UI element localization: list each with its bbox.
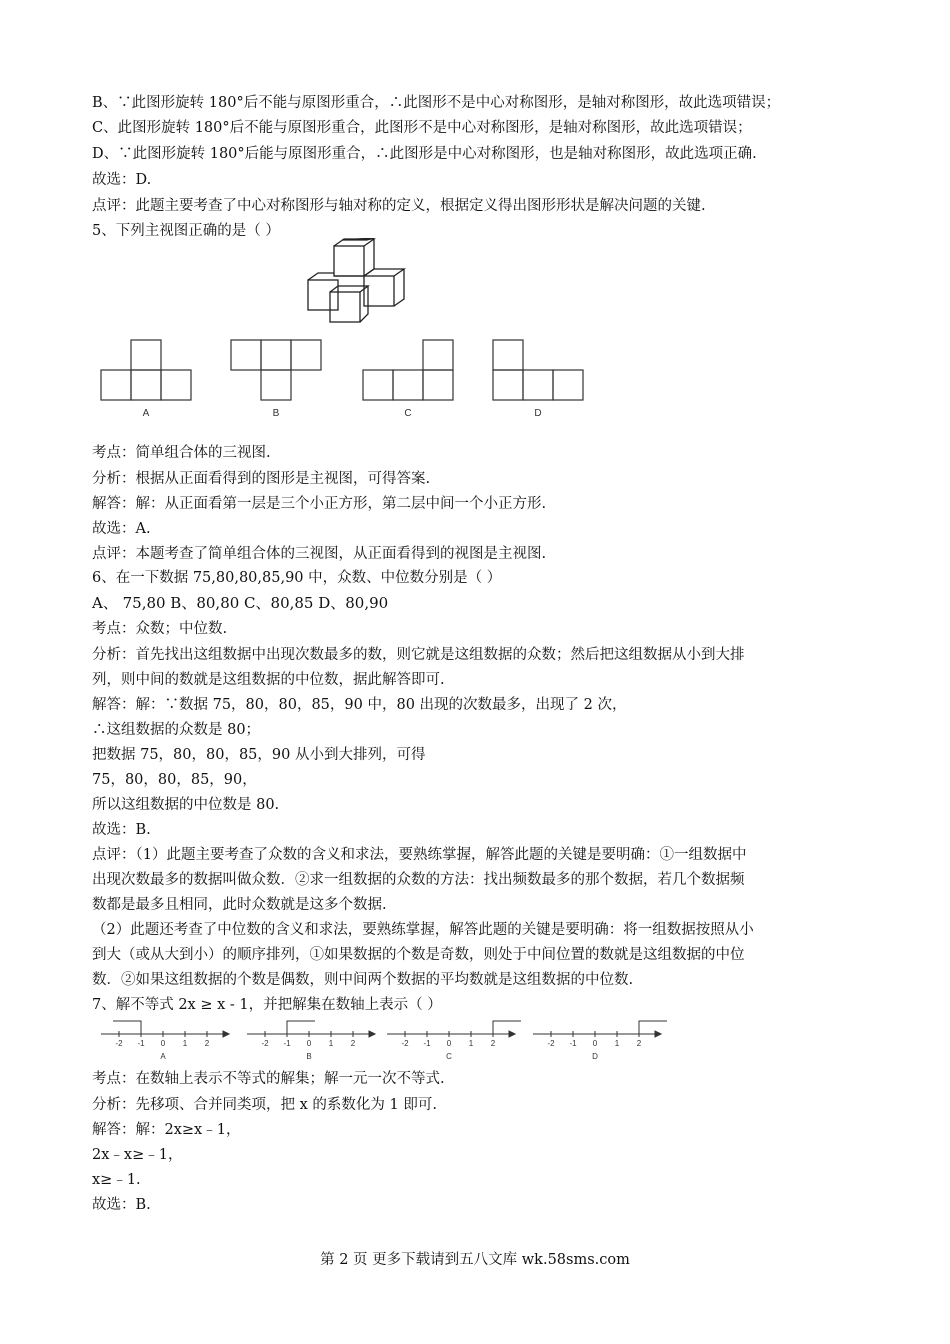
view-label: A xyxy=(142,408,150,419)
view-c-cell xyxy=(393,370,423,400)
view-c-cell xyxy=(363,370,393,400)
number-line-arrow xyxy=(655,1031,661,1037)
text-line: 考点：在数轴上表示不等式的解集；解一元一次不等式. xyxy=(92,1071,445,1087)
cube-figure xyxy=(302,238,414,326)
text-line: 分析：首先找出这组数据中出现次数最多的数，则它就是这组数据的众数；然后把这组数据从小到大排 xyxy=(92,647,745,663)
view-a-cell xyxy=(131,340,161,370)
number-line-option-label: D xyxy=(592,1052,598,1061)
text-line: 分析：先移项、合并同类项，把 x 的系数化为 1 即可. xyxy=(92,1097,437,1113)
text-line: 点评：此题主要考查了中心对称图形与轴对称的定义，根据定义得出图形形状是解决问题的关键. xyxy=(92,198,706,214)
view-d-cell xyxy=(493,370,523,400)
question-7: 7、解不等式 2x ≥ x - 1，并把解集在数轴上表示（ ） xyxy=(92,997,442,1013)
question-5: 5、下列主视图正确的是（ ） xyxy=(92,223,280,239)
number-line-tick-label: 0 xyxy=(592,1039,598,1048)
number-line-arrow xyxy=(369,1031,375,1037)
text-line: 解答：解：∵数据 75，80，80，85，90 中，80 出现的次数最多，出现了 2 次， xyxy=(92,697,627,713)
number-line-tick-label: 0 xyxy=(306,1039,312,1048)
view-a-cell xyxy=(131,370,161,400)
number-line-option-label: C xyxy=(446,1052,452,1061)
view-d-cell xyxy=(523,370,553,400)
views-options-figure xyxy=(95,338,595,422)
number-line-tick-label: 2 xyxy=(490,1039,496,1048)
text-line: B、∵此图形旋转 180°后不能与原图形重合，∴此图形不是中心对称图形，是轴对称图形，故此选项错误； xyxy=(92,95,781,111)
view-a-cell xyxy=(161,370,191,400)
view-label: B xyxy=(272,408,280,419)
number-line-tick-label: -2 xyxy=(547,1039,555,1048)
number-line-tick-label: -2 xyxy=(261,1039,269,1048)
number-line-tick-label: 1 xyxy=(182,1039,188,1048)
number-line-tick-label: 0 xyxy=(446,1039,452,1048)
view-b-cell xyxy=(261,370,291,400)
view-c-cell xyxy=(423,370,453,400)
text-line: ∴这组数据的众数是 80； xyxy=(92,722,261,738)
text-line: 所以这组数据的中位数是 80. xyxy=(92,797,280,813)
solution-bracket xyxy=(493,1021,521,1034)
text-line: （2）此题还考查了中位数的含义和求法，要熟练掌握，解答此题的关键是要明确：将一组数据按照从小 xyxy=(92,922,754,938)
text-line: 点评：（1）此题主要考查了众数的含义和求法，要熟练掌握，解答此题的关键是要明确：①一组数据中 xyxy=(92,847,747,863)
number-line-tick-label: -1 xyxy=(569,1039,577,1048)
number-line-option-label: B xyxy=(306,1052,312,1061)
number-line-tick-label: -1 xyxy=(423,1039,431,1048)
text-line: 数．②如果这组数据的个数是偶数，则中间两个数据的平均数就是这组数据的中位数. xyxy=(92,972,634,988)
text-line: 75，80，80，85，90， xyxy=(92,772,257,788)
view-b-cell xyxy=(261,340,291,370)
text-line: 点评：本题考查了简单组合体的三视图，从正面看得到的视图是主视图. xyxy=(92,546,547,562)
number-line-tick-label: 1 xyxy=(468,1039,474,1048)
text-line: 考点：简单组合体的三视图. xyxy=(92,445,271,461)
solution-bracket xyxy=(287,1021,315,1034)
number-line-tick-label: 2 xyxy=(204,1039,210,1048)
number-line-tick-label: -1 xyxy=(137,1039,145,1048)
text-line: C、此图形旋转 180°后不能与原图形重合，此图形不是中心对称图形，是轴对称图形，故此选项错误； xyxy=(92,120,752,136)
number-line-tick-label: -1 xyxy=(283,1039,291,1048)
text-line: 故选：B. xyxy=(92,1197,151,1213)
number-line-tick-label: -2 xyxy=(401,1039,409,1048)
view-b-cell xyxy=(291,340,321,370)
number-line-tick-label: 1 xyxy=(328,1039,334,1048)
view-d-cell xyxy=(493,340,523,370)
question-6: 6、在一下数据 75,80,80,85,90 中，众数、中位数分别是（ ） xyxy=(92,570,502,586)
text-line: 故选：D. xyxy=(92,172,152,188)
text-line: 列，则中间的数就是这组数据的中位数，据此解答即可. xyxy=(92,672,445,688)
text-line: 故选：B. xyxy=(92,822,151,838)
number-line-tick-label: 2 xyxy=(350,1039,356,1048)
number-line-arrow xyxy=(223,1031,229,1037)
text-line: 考点：众数；中位数. xyxy=(92,621,228,637)
text-line: 解答：解：2x≥x﹣1， xyxy=(92,1122,241,1138)
number-line-tick-label: 2 xyxy=(636,1039,642,1048)
text-line: 分析：根据从正面看得到的图形是主视图，可得答案. xyxy=(92,471,431,487)
solution-bracket xyxy=(113,1021,141,1034)
view-label: C xyxy=(404,408,412,419)
number-line-tick-label: 0 xyxy=(160,1039,166,1048)
text-line: x≥﹣1. xyxy=(92,1172,141,1188)
text-line: 数都是最多且相同，此时众数就是这多个数据. xyxy=(92,897,387,913)
view-a-cell xyxy=(101,370,131,400)
text-line: 故选：A. xyxy=(92,521,151,537)
number-line-option-label: A xyxy=(160,1052,166,1061)
solution-bracket xyxy=(639,1021,667,1034)
view-b-cell xyxy=(231,340,261,370)
view-c-cell xyxy=(423,340,453,370)
view-d-cell xyxy=(553,370,583,400)
number-line-tick-label: -2 xyxy=(115,1039,123,1048)
text-line: D、∵此图形旋转 180°后能与原图形重合，∴此图形是中心对称图形，也是轴对称图形，故此选项正确. xyxy=(92,146,757,162)
text-line: 2x﹣x≥﹣1， xyxy=(92,1147,183,1163)
text-line: 出现次数最多的数据叫做众数．②求一组数据的众数的方法：找出频数最多的那个数据，若几个数据频 xyxy=(92,872,745,888)
number-line-arrow xyxy=(509,1031,515,1037)
question-6-options: A、 75,80 B、80,80 C、80,85 D、80,90 xyxy=(92,594,389,612)
page-footer: 第 2 页 更多下载请到五八文库 wk.58sms.com xyxy=(320,1252,630,1268)
numberline-figure xyxy=(95,1014,685,1062)
number-line-tick-label: 1 xyxy=(614,1039,620,1048)
text-line: 到大（或从大到小）的顺序排列，①如果数据的个数是奇数，则处于中间位置的数就是这组数据的中位 xyxy=(92,947,745,963)
view-label: D xyxy=(534,408,542,419)
text-line: 解答：解：从正面看第一层是三个小正方形，第二层中间一个小正方形. xyxy=(92,496,547,512)
text-line: 把数据 75，80，80，85，90 从小到大排列，可得 xyxy=(92,747,426,763)
